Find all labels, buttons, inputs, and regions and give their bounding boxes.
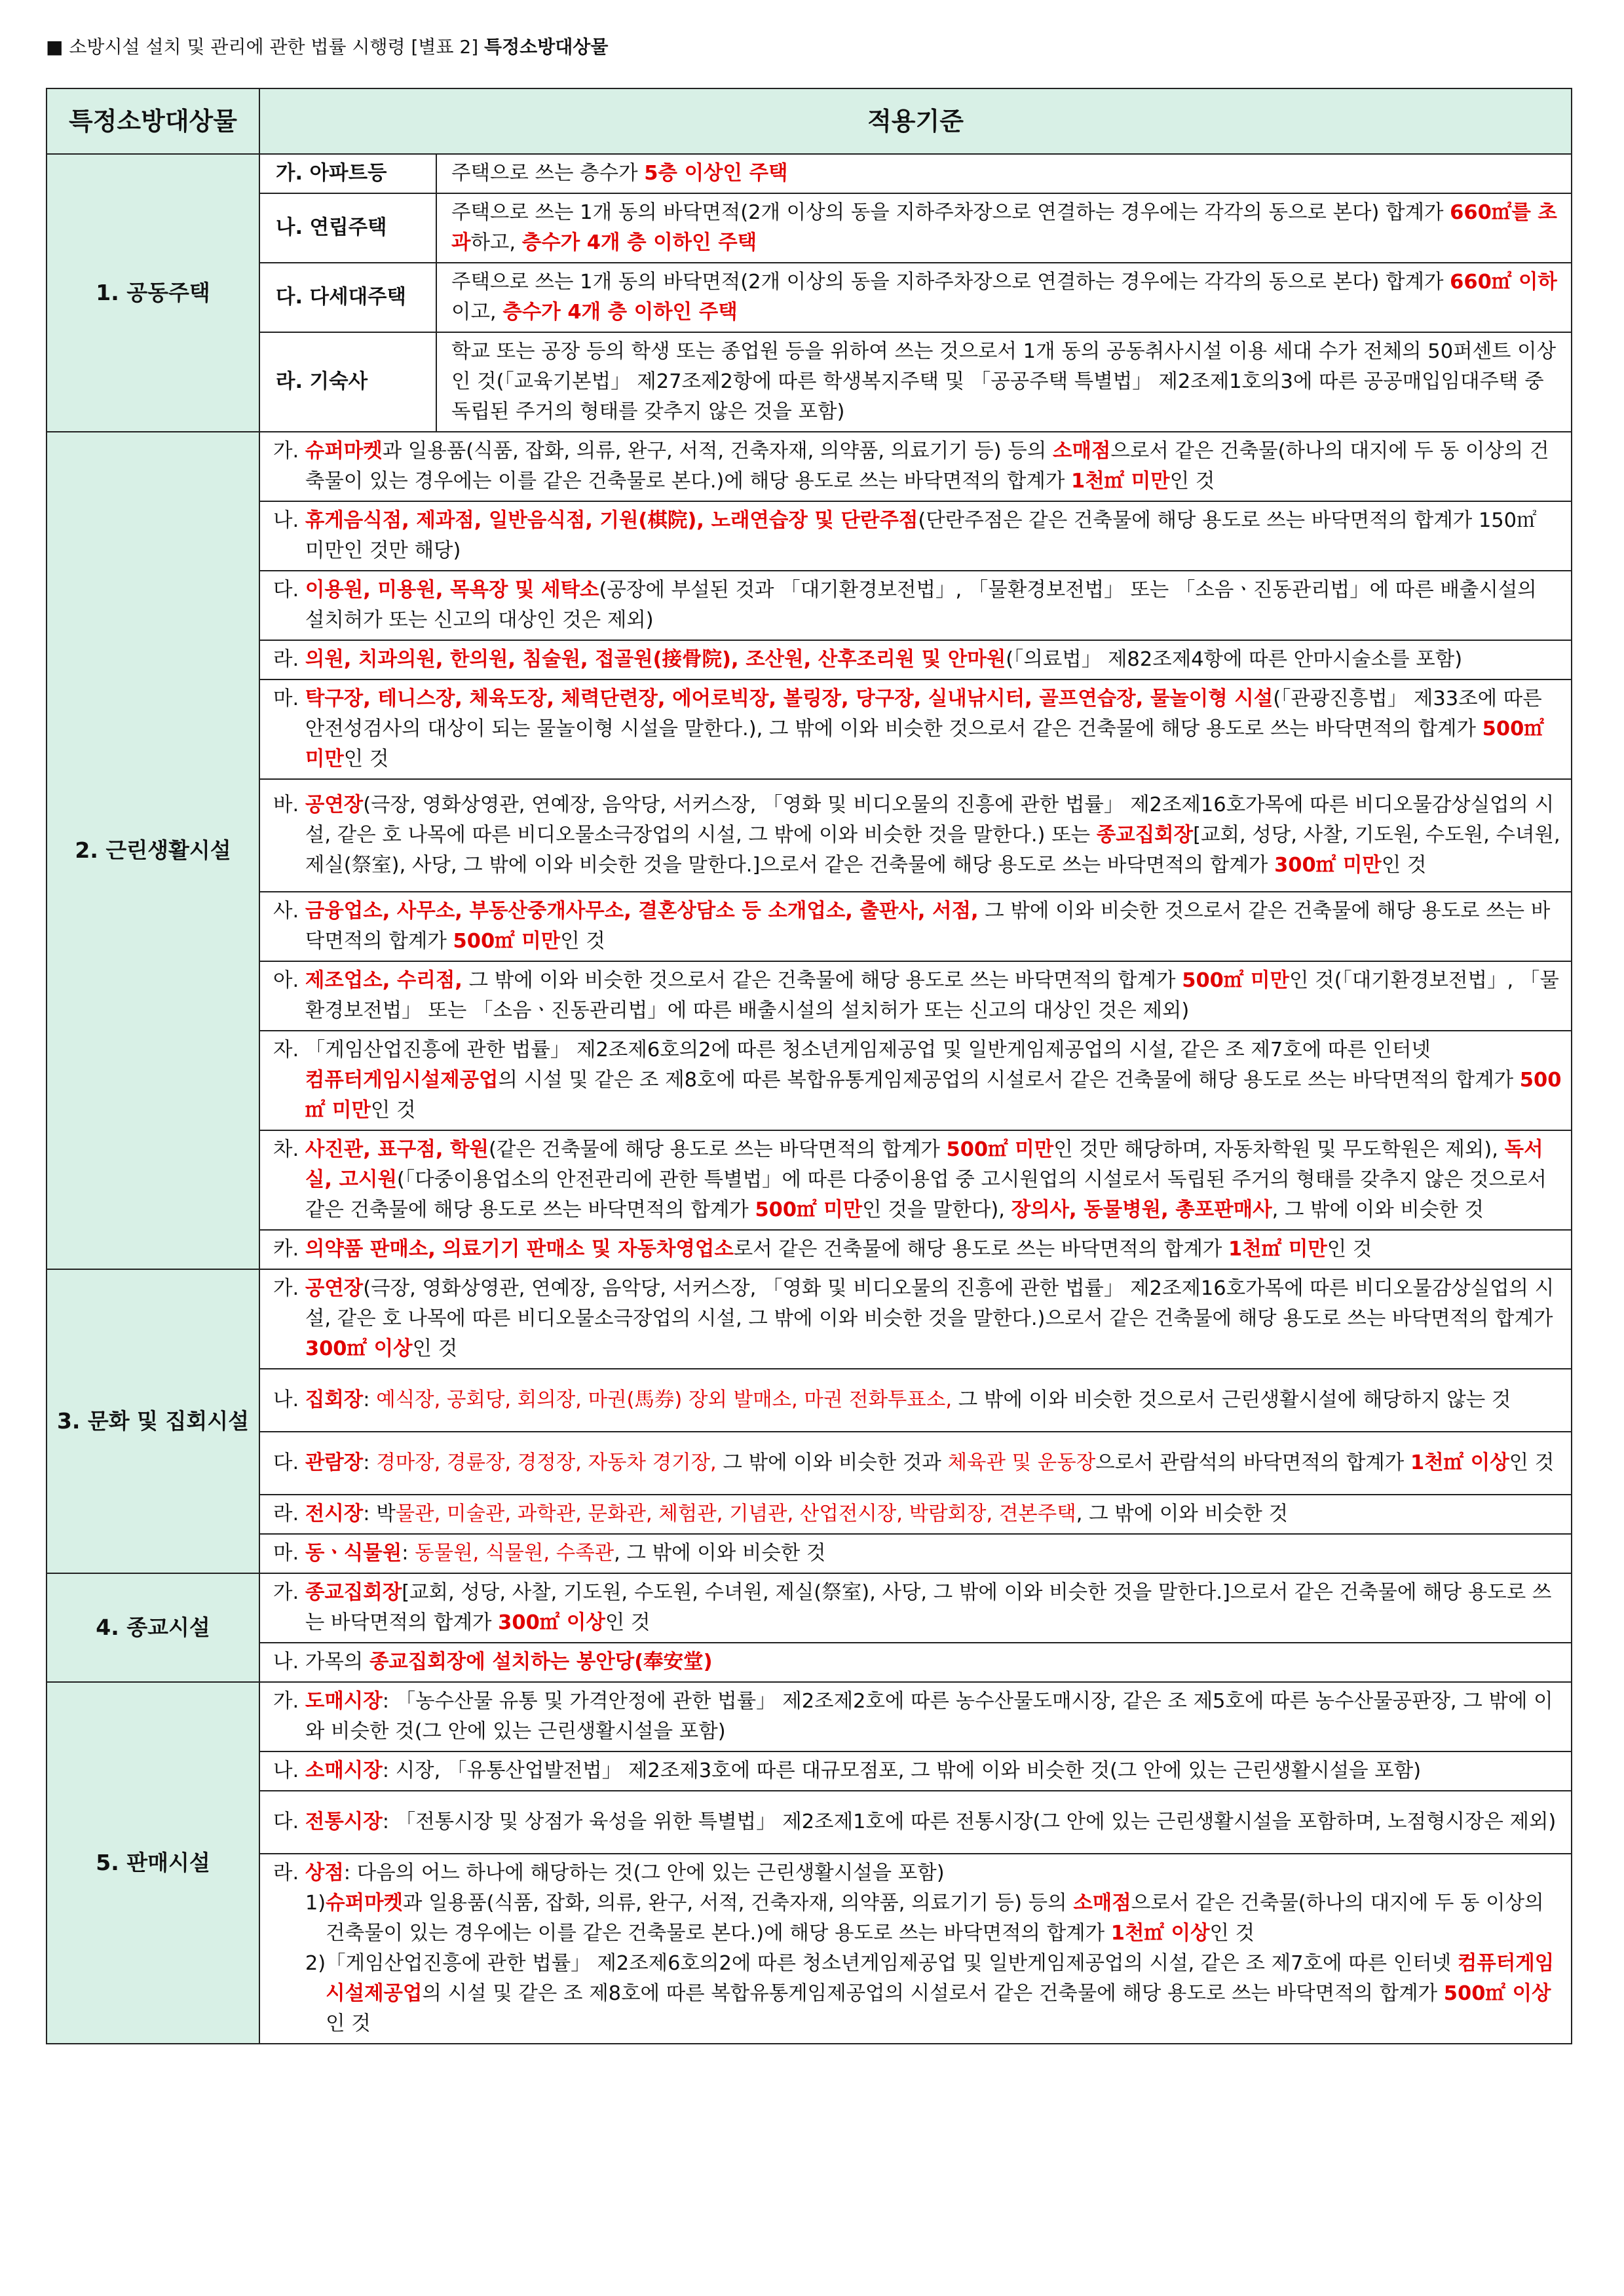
item-label: 가. bbox=[273, 440, 305, 463]
item-label: 나. bbox=[273, 1759, 305, 1782]
body-text: (「다중이용업소의 안전관리에 관한 특별법」에 따른 다중이용업 중 고시원업의 시설로서 독립된 주거의 형태를 갖추지 않은 것으로서 같은 건축물에 해당 용도로 쓰는 바닥면적의 합계가 bbox=[305, 1168, 1547, 1221]
body-text: 이고, bbox=[451, 301, 503, 324]
table-row bbox=[47, 1130, 1572, 1230]
body-text: 의 시설 및 같은 조 제8호에 따른 복합유통게임제공업의 시설로서 같은 건축물에 해당 용도로 쓰는 바닥면적의 합계가 bbox=[498, 1069, 1520, 1092]
highlight-text: 종교집회장 bbox=[1096, 824, 1194, 847]
body-text: (「의료법」 제82조제4항에 따른 안마시술소를 포함) bbox=[1006, 648, 1463, 671]
item-text bbox=[305, 684, 1562, 775]
body-text: (극장, 영화상영관, 연예장, 음악당, 서커스장, 「영화 및 비디오물의 진흥에 관한 법률」 제2조제16호가목에 따른 비디오물감상실업의 시설, 같은 호 나목에 따른 비디오물소극장업의 시설, 그 밖에 이와 비슷한 것을 말한다.)으로서 같은 건축물에 해당 용도로 쓰는 바닥면적의 합계가 bbox=[305, 1277, 1555, 1330]
highlight-text: 관람장 bbox=[305, 1451, 364, 1474]
table-row bbox=[47, 432, 1572, 501]
item-label: 라. bbox=[273, 1502, 305, 1525]
criteria-cell bbox=[259, 1130, 1572, 1230]
header-title: 특정소방대상물 bbox=[484, 36, 609, 58]
criteria-cell bbox=[259, 1534, 1572, 1573]
item-label: 사. bbox=[273, 900, 305, 923]
item-text bbox=[305, 575, 1562, 636]
criteria-cell bbox=[436, 154, 1572, 193]
table-row bbox=[47, 571, 1572, 640]
item-label: 카. bbox=[273, 1238, 305, 1261]
criteria-cell bbox=[259, 571, 1572, 640]
table-row bbox=[47, 1432, 1572, 1495]
body-text: [교회, 성당, 사찰, 기도원, 수도원, 수녀원, 제실(祭室), 사당, 그 밖에 이와 비슷한 것을 말한다.]으로서 같은 건축물에 해당 용도로 쓰는 바닥면적의 합계가 bbox=[305, 824, 1560, 877]
criteria-cell bbox=[259, 892, 1572, 961]
highlight-text: 의약품 판매소, 의료기기 판매소 및 자동차영업소 bbox=[305, 1238, 734, 1261]
body-text: 으로서 같은 건축물(하나의 대지에 두 동 이상의 건축물이 있는 경우에는 이를 같은 건축물로 본다.)에 해당 용도로 쓰는 바닥면적의 합계가 bbox=[326, 1892, 1544, 1945]
body-text: 으로서 같은 건축물(하나의 대지에 두 동 이상의 건축물이 있는 경우에는 이를 같은 건축물로 본다.)에 해당 용도로 쓰는 바닥면적의 합계가 bbox=[305, 440, 1549, 493]
target-table bbox=[46, 88, 1572, 2044]
highlight-text: 도매시장 bbox=[305, 1690, 383, 1713]
table-row bbox=[47, 1854, 1572, 2044]
highlight-text: 제조업소, 수리점, bbox=[305, 969, 463, 992]
body-text: : bbox=[363, 1451, 377, 1474]
criteria-cell bbox=[436, 263, 1572, 332]
table-row bbox=[47, 193, 1572, 263]
body-text: (극장, 영화상영관, 연예장, 음악당, 서커스장, 「영화 및 비디오물의 진흥에 관한 법률」 제2조제16호가목에 따른 비디오물감상실업의 시설, 같은 호 나목에 따른 비디오물소극장업의 시설, 그 밖에 이와 비슷한 것을 말한다.) 또는 bbox=[305, 794, 1555, 847]
criteria-cell bbox=[259, 1643, 1572, 1682]
subcategory-cell: 다. 다세대주택 bbox=[259, 263, 436, 332]
criteria-cell bbox=[259, 779, 1572, 892]
highlight-text: 탁구장, 테니스장, 체육도장, 체력단련장, 에어로빅장, 볼링장, 당구장, 실내낚시터, 골프연습장, 물놀이형 시설 bbox=[305, 687, 1274, 710]
sub-item-text bbox=[326, 1949, 1562, 2039]
highlight-text: 소매시장 bbox=[305, 1759, 383, 1782]
item-label: 차. bbox=[273, 1138, 305, 1161]
table-body bbox=[47, 154, 1572, 2044]
body-text: : 「농수산물 유통 및 가격안정에 관한 법률」 제2조제2호에 따른 농수산물도매시장, 같은 조 제5호에 따른 농수산물공판장, 그 밖에 이와 비슷한 것(그 안에 있는 근린생활시설을 포함) bbox=[305, 1690, 1553, 1743]
criteria-cell bbox=[259, 432, 1572, 501]
criteria-cell bbox=[259, 1682, 1572, 1751]
body-text: : 다음의 어느 하나에 해당하는 것(그 안에 있는 근린생활시설을 포함) bbox=[343, 1862, 945, 1885]
body-text: 인 것 bbox=[1169, 470, 1215, 493]
table-row bbox=[47, 640, 1572, 679]
highlight-text: 상점 bbox=[305, 1862, 344, 1885]
highlight-text: 슈퍼마켓 bbox=[326, 1892, 404, 1915]
highlight-text: 금융업소, 사무소, 부동산중개사무소, 결혼상담소 등 소개업소, 출판사, 서점, bbox=[305, 900, 979, 923]
highlight-text: 300㎡ 이상 bbox=[498, 1611, 605, 1634]
criteria-cell bbox=[259, 1854, 1572, 2044]
item-text bbox=[305, 1756, 1562, 1786]
sub-item bbox=[305, 1888, 1562, 1949]
highlight-text: 500㎡ 미만 bbox=[453, 930, 561, 953]
subcategory-cell: 라. 기숙사 bbox=[259, 332, 436, 432]
criteria-cell bbox=[259, 1573, 1572, 1643]
table-row bbox=[47, 332, 1572, 432]
table-row bbox=[47, 961, 1572, 1031]
subcategory-cell: 가. 아파트등 bbox=[259, 154, 436, 193]
highlight-text: 500㎡ 미만 bbox=[1182, 969, 1289, 992]
item-label: 다. bbox=[273, 1451, 305, 1474]
category-cell: 4. 종교시설 bbox=[47, 1573, 259, 1682]
item-label: 나. bbox=[273, 1388, 305, 1411]
body-text: 과 일용품(식품, 잡화, 의류, 완구, 서적, 건축자재, 의약품, 의료기기 등) 등의 bbox=[382, 440, 1053, 463]
criteria-cell bbox=[259, 1269, 1572, 1369]
criteria-cell bbox=[259, 1791, 1572, 1854]
table-row bbox=[47, 1573, 1572, 1643]
highlight-text: 의원, 치과의원, 한의원, 침술원, 접골원(接骨院), 조산원, 산후조리원 및 안마원 bbox=[305, 648, 1006, 671]
body-text: : bbox=[363, 1388, 377, 1411]
highlight-text: 5층 이상인 주택 bbox=[644, 162, 788, 185]
table-header-row bbox=[47, 88, 1572, 154]
criteria-cell bbox=[259, 1495, 1572, 1534]
body-text: 인 것 bbox=[560, 930, 605, 953]
sub-item-label: 1) bbox=[305, 1892, 326, 1915]
item-text bbox=[305, 966, 1562, 1026]
body-text: : 「전통시장 및 상점가 육성을 위한 특별법」 제2조제1호에 따른 전통시장(그 안에 있는 근린생활시설을 포함하며, 노점형시장은 제외) bbox=[382, 1810, 1557, 1833]
table-row bbox=[47, 1751, 1572, 1791]
highlight-text: 300㎡ 미만 bbox=[1274, 854, 1382, 877]
table-row bbox=[47, 679, 1572, 779]
table-row bbox=[47, 1369, 1572, 1432]
criteria-cell bbox=[259, 1751, 1572, 1791]
highlight-text: 전시장 bbox=[305, 1502, 364, 1525]
body-text: 「게임산업진흥에 관한 법률」 제2조제6호의2에 따른 청소년게임제공업 및 일반게임제공업의 시설, 같은 조 제7호에 따른 인터넷 bbox=[326, 1952, 1458, 1975]
highlight-text: 소매점 bbox=[1073, 1892, 1131, 1915]
item-label: 자. bbox=[273, 1039, 305, 1062]
highlight-text: 층수가 4개 층 이하인 주택 bbox=[502, 301, 738, 324]
category-cell: 5. 판매시설 bbox=[47, 1682, 259, 2044]
item-label: 가. bbox=[273, 1277, 305, 1300]
highlight-text: 500㎡ 미만 bbox=[305, 718, 1544, 771]
table-row bbox=[47, 154, 1572, 193]
item-label: 다. bbox=[273, 579, 305, 602]
body-text: [교회, 성당, 사찰, 기도원, 수도원, 수녀원, 제실(祭室), 사당, 그 밖에 이와 비슷한 것을 말한다.]으로서 같은 건축물에 해당 용도로 쓰는 바닥면적의 합계가 bbox=[305, 1581, 1552, 1634]
table-row bbox=[47, 1682, 1572, 1751]
criteria-cell bbox=[436, 332, 1572, 432]
table-row bbox=[47, 1791, 1572, 1854]
body-text: (공장에 부설된 것과 「대기환경보전법」, 「물환경보전법」 또는 「소음ㆍ진동관리법」에 따른 배출시설의 설치허가 또는 신고의 대상인 것은 제외) bbox=[305, 579, 1537, 632]
item-text bbox=[305, 645, 1562, 675]
header-category: 특정소방대상물 bbox=[47, 88, 259, 154]
subcategory-cell: 나. 연립주택 bbox=[259, 193, 436, 263]
body-text: : bbox=[402, 1542, 415, 1565]
body-text: 하고, bbox=[470, 231, 522, 254]
item-label: 라. bbox=[273, 1862, 305, 1885]
highlight-normal-text: 경마장, 경륜장, 경정장, 자동차 경기장, bbox=[376, 1451, 717, 1474]
body-text: 인 것 bbox=[1381, 854, 1427, 877]
highlight-text: 1천㎡ 미만 bbox=[1071, 470, 1170, 493]
item-text bbox=[305, 1448, 1562, 1478]
criteria-cell bbox=[259, 1031, 1572, 1130]
highlight-text: 전통시장 bbox=[305, 1810, 383, 1833]
category-cell: 3. 문화 및 집회시설 bbox=[47, 1269, 259, 1573]
body-text: , 그 밖에 이와 비슷한 것 bbox=[614, 1542, 826, 1565]
highlight-normal-text: 체육관 및 운동장 bbox=[947, 1451, 1096, 1474]
item-label: 마. bbox=[273, 1542, 305, 1565]
highlight-text: 종교집회장 bbox=[305, 1581, 402, 1604]
table-row bbox=[47, 1269, 1572, 1369]
category-cell: 2. 근린생활시설 bbox=[47, 432, 259, 1269]
highlight-text: 사진관, 표구점, 학원 bbox=[305, 1138, 489, 1161]
item-text bbox=[305, 1858, 1562, 2039]
criteria-cell bbox=[259, 1432, 1572, 1495]
item-text bbox=[305, 1234, 1562, 1265]
sub-item-text bbox=[326, 1888, 1562, 1949]
item-text bbox=[305, 1807, 1562, 1837]
item-label: 아. bbox=[273, 969, 305, 992]
highlight-normal-text: 물관, 미술관, 과학관, 문화관, 체험관, 기념관, 산업전시장, 박람회장, 견본주택 bbox=[395, 1502, 1076, 1525]
item-text bbox=[305, 1499, 1562, 1529]
highlight-text: 이용원, 미용원, 목욕장 및 세탁소 bbox=[305, 579, 599, 602]
table-row bbox=[47, 263, 1572, 332]
body-text: 의 시설 및 같은 조 제8호에 따른 복합유통게임제공업의 시설로서 같은 건축물에 해당 용도로 쓰는 바닥면적의 합계가 bbox=[422, 1982, 1444, 2005]
item-label: 가. bbox=[273, 1690, 305, 1713]
item-label: 라. bbox=[273, 648, 305, 671]
item-text bbox=[305, 1647, 1562, 1677]
criteria-cell bbox=[436, 193, 1572, 263]
body-text: 으로서 관람석의 바닥면적의 합계가 bbox=[1095, 1451, 1410, 1474]
highlight-text: 1천㎡ 이상 bbox=[1410, 1451, 1509, 1474]
body-text: 그 밖에 이와 비슷한 것으로서 같은 건축물에 해당 용도로 쓰는 바닥면적의 합계가 bbox=[462, 969, 1182, 992]
criteria-cell bbox=[259, 961, 1572, 1031]
category-cell: 1. 공동주택 bbox=[47, 154, 259, 432]
body-text: 인 것 bbox=[1327, 1238, 1372, 1261]
highlight-text: 컴퓨터게임시설제공업 bbox=[326, 1952, 1555, 2005]
body-text: (같은 건축물에 해당 용도로 쓰는 바닥면적의 합계가 bbox=[488, 1138, 947, 1161]
highlight-text: 1천㎡ 이상 bbox=[1110, 1922, 1210, 1945]
highlight-text: 500㎡ 미만 bbox=[305, 1069, 1562, 1122]
body-text: 로서 같은 건축물에 해당 용도로 쓰는 바닥면적의 합계가 bbox=[733, 1238, 1229, 1261]
highlight-text: 공연장 bbox=[305, 794, 364, 816]
highlight-text: 500㎡ 미만 bbox=[755, 1198, 863, 1221]
criteria-cell bbox=[259, 1369, 1572, 1432]
table-row bbox=[47, 1230, 1572, 1269]
highlight-text: 슈퍼마켓 bbox=[305, 440, 383, 463]
body-text: 학교 또는 공장 등의 학생 또는 종업원 등을 위하여 쓰는 것으로서 1개 동의 공동취사시설 이용 세대 수가 전체의 50퍼센트 이상인 것(「교육기본법」 제27조제2항에 따른 학생복지주택 및 「공공주택 특별법」 제2조제1호의3에 따른 공공매입임대주택 중 독립된 주거의 형태를 갖추지 않은 것을 포함) bbox=[451, 340, 1557, 423]
highlight-text: 층수가 4개 층 이하인 주택 bbox=[521, 231, 757, 254]
criteria-cell bbox=[259, 501, 1572, 571]
highlight-text: 동ㆍ식물원 bbox=[305, 1542, 402, 1565]
table-row bbox=[47, 1031, 1572, 1130]
body-text: 인 것(「대기환경보전법」, 「물환경보전법」 또는 「소음ㆍ진동관리법」에 따른 배출시설의 설치허가 또는 신고의 대상인 것은 제외) bbox=[305, 969, 1559, 1022]
highlight-text: 컴퓨터게임시설제공업 bbox=[305, 1069, 499, 1092]
item-text bbox=[305, 896, 1562, 957]
item-text bbox=[305, 790, 1562, 881]
item-text bbox=[305, 1687, 1562, 1747]
criteria-cell bbox=[259, 679, 1572, 779]
highlight-text: 300㎡ 이상 bbox=[305, 1337, 413, 1360]
body-text: , 그 밖에 이와 비슷한 것 bbox=[1272, 1198, 1484, 1221]
document-header bbox=[46, 34, 608, 60]
body-text: (「관광진흥법」 제33조에 따른 안전성검사의 대상이 되는 물놀이형 시설을 말한다.), 그 밖에 이와 비슷한 것으로서 같은 건축물에 해당 용도로 쓰는 바닥면적의 합계가 bbox=[305, 687, 1542, 740]
criteria-cell bbox=[259, 640, 1572, 679]
body-text: 인 것만 해당하며, 자동차학원 및 무도학원은 제외), bbox=[1053, 1138, 1505, 1161]
item-text bbox=[305, 1274, 1562, 1364]
item-label: 나. bbox=[273, 509, 305, 532]
item-label: 나. bbox=[273, 1651, 305, 1674]
table-row bbox=[47, 501, 1572, 571]
body-text: : 시장, 「유통산업발전법」 제2조제3호에 따른 대규모점포, 그 밖에 이와 비슷한 것(그 안에 있는 근린생활시설을 포함) bbox=[382, 1759, 1422, 1782]
sub-item bbox=[305, 1949, 1562, 2039]
body-text: (단란주점은 같은 건축물에 해당 용도로 쓰는 바닥면적의 합계가 150㎡ 미만인 것만 해당) bbox=[305, 509, 1537, 562]
item-label: 가. bbox=[273, 1581, 305, 1604]
body-text: 인 것 bbox=[343, 748, 389, 771]
body-text: 과 일용품(식품, 잡화, 의류, 완구, 서적, 건축자재, 의약품, 의료기기 등) 등의 bbox=[403, 1892, 1074, 1915]
item-label: 바. bbox=[273, 794, 305, 816]
highlight-normal-text: 예식장, 공회당, 회의장, 마권(馬券) 장외 발매소, 마권 전화투표소, bbox=[376, 1388, 953, 1411]
item-text bbox=[305, 436, 1562, 497]
item-text bbox=[305, 1578, 1562, 1638]
body-text: 인 것 bbox=[1509, 1451, 1555, 1474]
body-text: 그 밖에 이와 비슷한 것으로서 근린생활시설에 해당하지 않는 것 bbox=[952, 1388, 1511, 1411]
highlight-text: 660㎡ 이하 bbox=[1450, 271, 1557, 294]
item-text bbox=[305, 1539, 1562, 1569]
body-text: 「게임산업진흥에 관한 법률」 제2조제6호의2에 따른 청소년게임제공업 및 일반게임제공업의 시설, 같은 조 제7호에 따른 인터넷 bbox=[305, 1039, 1431, 1062]
body-text: 인 것 bbox=[1209, 1922, 1255, 1945]
highlight-text: 500㎡ 이상 bbox=[1443, 1982, 1551, 2005]
header-criteria: 적용기준 bbox=[259, 88, 1572, 154]
table-row bbox=[47, 1643, 1572, 1682]
body-text: : 박 bbox=[363, 1502, 396, 1525]
highlight-text: 500㎡ 미만 bbox=[946, 1138, 1054, 1161]
item-text bbox=[305, 1135, 1562, 1225]
highlight-text: 장의사, 동물병원, 총포판매사 bbox=[1011, 1198, 1272, 1221]
highlight-text: 1천㎡ 미만 bbox=[1228, 1238, 1327, 1261]
item-label: 마. bbox=[273, 687, 305, 710]
header-prefix: ■ 소방시설 설치 및 관리에 관한 법률 시행령 [별표 2] bbox=[46, 36, 485, 58]
criteria-cell bbox=[259, 1230, 1572, 1269]
body-text: 가목의 bbox=[305, 1651, 369, 1674]
body-text: 인 것 bbox=[326, 2012, 371, 2035]
body-text: 주택으로 쓰는 1개 동의 바닥면적(2개 이상의 동을 지하주차장으로 연결하는 경우에는 각각의 동으로 본다) 합계가 bbox=[451, 201, 1450, 224]
item-text bbox=[305, 1385, 1562, 1415]
highlight-text: 종교집회장에 설치하는 봉안당(奉安堂) bbox=[369, 1651, 713, 1674]
highlight-text: 휴게음식점, 제과점, 일반음식점, 기원(棋院), 노래연습장 및 단란주점 bbox=[305, 509, 918, 532]
table-row bbox=[47, 779, 1572, 892]
table-row bbox=[47, 892, 1572, 961]
highlight-text: 집회장 bbox=[305, 1388, 364, 1411]
body-text: 인 것을 말한다), bbox=[862, 1198, 1011, 1221]
body-text: 인 것 bbox=[412, 1337, 458, 1360]
highlight-text: 독서실, 고시원 bbox=[305, 1138, 1543, 1191]
item-text bbox=[305, 1035, 1562, 1126]
highlight-normal-text: 동물원, 식물원, 수족관 bbox=[415, 1542, 614, 1565]
body-text: 인 것 bbox=[605, 1611, 651, 1634]
highlight-text: 660㎡를 초과 bbox=[451, 201, 1557, 254]
table-row bbox=[47, 1534, 1572, 1573]
item-text bbox=[305, 506, 1562, 566]
body-text: 그 밖에 이와 비슷한 것으로서 같은 건축물에 해당 용도로 쓰는 바닥면적의 합계가 bbox=[305, 900, 1551, 953]
body-text: 주택으로 쓰는 층수가 bbox=[451, 162, 645, 185]
body-text: , 그 밖에 이와 비슷한 것 bbox=[1076, 1502, 1289, 1525]
body-text: 인 것 bbox=[370, 1099, 416, 1122]
body-text: 그 밖에 이와 비슷한 것과 bbox=[716, 1451, 948, 1474]
sub-item-label: 2) bbox=[305, 1952, 326, 1975]
body-text: 주택으로 쓰는 1개 동의 바닥면적(2개 이상의 동을 지하주차장으로 연결하는 경우에는 각각의 동으로 본다) 합계가 bbox=[451, 271, 1450, 294]
table-row bbox=[47, 1495, 1572, 1534]
highlight-text: 공연장 bbox=[305, 1277, 364, 1300]
item-label: 다. bbox=[273, 1810, 305, 1833]
highlight-text: 소매점 bbox=[1053, 440, 1111, 463]
